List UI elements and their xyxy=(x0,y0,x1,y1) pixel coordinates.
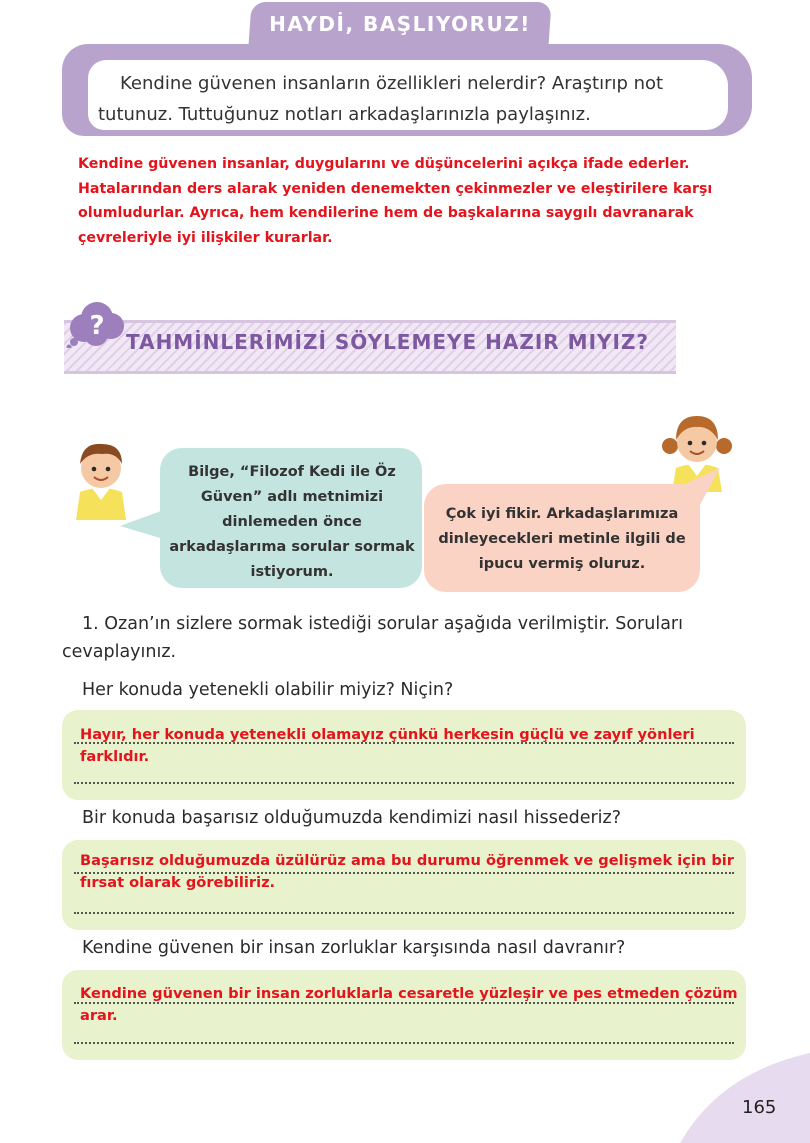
question-3: Kendine güvenen bir insan zorluklar karşısında nasıl davranır? xyxy=(82,938,626,958)
section1-title: HAYDİ, BAŞLIYORUZ! xyxy=(269,12,531,36)
page-number: 165 xyxy=(742,1097,777,1118)
exercise-intro: 1. Ozan’ın sizlere sormak istediği sorular aşağıda verilmiştir. Soruları cevaplayınız. xyxy=(62,614,683,662)
question-1: Her konuda yetenekli olabilir miyiz? Niçin? xyxy=(82,680,454,700)
svg-text:?: ? xyxy=(89,311,105,341)
left-speech-bubble-text: Bilge, “Filozof Kedi ile Öz Güven” adlı metnimizi dinlemeden önce arkadaşlarıma sorular sormak istiyorum. xyxy=(169,464,415,580)
section1-instruction: Kendine güvenen insanların özellikleri nelerdir? Araştırıp not tutunuz. Tuttuğunuz notları arkadaşlarınızla paylaşınız. xyxy=(98,73,664,125)
answer-line xyxy=(74,912,734,914)
question-cloud-icon xyxy=(66,300,128,348)
answer-1: Hayır, her konuda yetenekli olamayız çünkü herkesin güçlü ve zayıf yönleri farklıdır. xyxy=(80,726,695,765)
section2-title: TAHMİNLERİMİZİ SÖYLEMEYE HAZIR MIYIZ? xyxy=(126,330,650,354)
answer-2: Başarısız olduğumuzda üzülürüz ama bu durumu öğrenmek ve gelişmek için bir fırsat olarak görebiliriz. xyxy=(80,852,734,891)
answer-line xyxy=(74,782,734,784)
answer-3: Kendine güvenen bir insan zorluklarla cesaretle yüzleşir ve pes etmeden çözüm arar. xyxy=(80,985,738,1024)
section1-answer: Kendine güvenen insanlar, duygularını ve düşüncelerini açıkça ifade ederler. Hatalarından ders alarak yeniden denemekten çekinmezler ve eleştirilere karşı olumludurlar. Ayrıca, hem kendilerine hem de başkalarına saygılı davranarak çevreleriyle iyi ilişkiler kurarlar. xyxy=(78,156,713,246)
question-2: Bir konuda başarısız olduğumuzda kendimizi nasıl hissederiz? xyxy=(82,808,622,828)
right-speech-bubble-text: Çok iyi fikir. Arkadaşlarımıza dinleyecekleri metinle ilgili de ipucu vermiş oluruz. xyxy=(438,506,686,572)
answer-line xyxy=(74,1042,734,1044)
